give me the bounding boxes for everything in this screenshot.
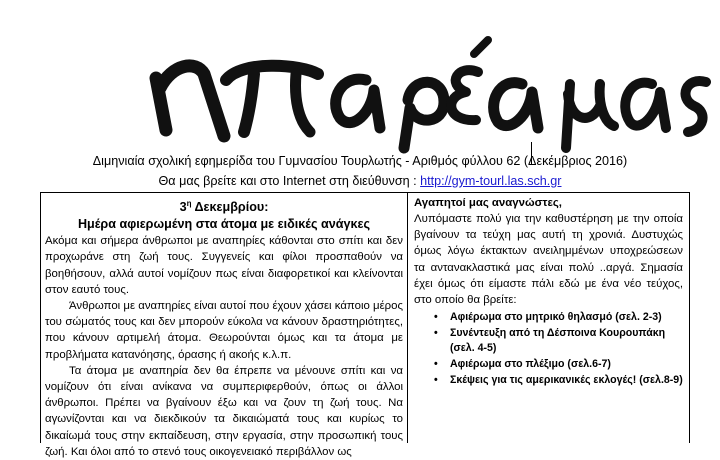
right-paragraph: Λυπόμαστε πολύ για την καθυστέρηση με την οποία βγαίνουν τα τεύχη μας αυτή τη χρονιά. Δυστυχώς όμως λόγω έκτακτων ανειλημμένων υποχρεώσεων τα αντανακλαστικά μας είναι πολύ ..αργά. Σημασία έχει όμως ότι είμαστε πάλι εδώ με ένα νέο τεύχος, στο οποίο θα βρείτε: bbox=[414, 213, 683, 307]
bullet-icon: • bbox=[434, 373, 438, 386]
left-paragraph: Τα άτομα με αναπηρία δεν θα έπρεπε να μένουνε σπίτι και να νομίζουν ότι είναι ανίκανα να συμπεριφερθούν, όπως οι άλλοι άνθρωποι. Πρέπει να βγαίνουν έξω και να ζουν τη ζωή τους. Να αγωνίζονται και να διεκδικούν τα δικαιώματά τους και κυρίως το δικαίωμά τους στην εκπαίδευση, στην εργασία, στην προσωπική τους ζωή. Και όλοι από το στενό τους οικογενειακό περιβάλλον ως bbox=[45, 364, 403, 458]
left-paragraph: Ακόμα και σήμερα άνθρωποι με αναπηρίες κάθονται στο σπίτι και δεν προχωράνε στη ζωή τους. Συγγενείς και φίλοι προσπαθούν να βοηθήσουν, αλλά αυτοί νομίζουν πως είναι διαφορετικοί και κλείνονται στον εαυτό τους. bbox=[45, 235, 403, 296]
website-link[interactable]: http://gym-tourl.las.sch.gr bbox=[420, 174, 562, 188]
left-article-title bbox=[41, 195, 407, 216]
left-article bbox=[41, 193, 408, 458]
contents-item: • Αφιέρωμα στο μητρικό θηλασμό (σελ. 2-3) bbox=[414, 310, 683, 326]
title-sup: η bbox=[186, 199, 192, 208]
title-rest: Δεκεμβρίου: bbox=[191, 200, 269, 215]
contents-item: • Σκέψεις για τις αμερικανικές εκλογές! (σελ.8-9) bbox=[414, 373, 683, 389]
subtitle-line-2 bbox=[0, 174, 720, 188]
right-article-greeting: Αγαπητοί μας αναγνώστες, bbox=[414, 197, 562, 209]
masthead bbox=[0, 0, 720, 150]
subtitle-line-1: Διμηνιαία σχολική εφημερίδα του Γυμνασίου Τουρλωτής - Αριθμός φύλλου 62 (Δεκέμβριος 2016) bbox=[92, 154, 628, 168]
contents-item: • Συνέντευξη από τη Δέσποινα Κουρουπάκη (σελ. 4-5) bbox=[434, 326, 666, 355]
contents-list bbox=[414, 310, 683, 388]
left-paragraph: Άνθρωποι με αναπηρίες είναι αυτοί που έχουν χάσει κάποιο μέρος του σώματός τους και δεν μπορούν εύκολα να κάνουν δραστηριότητες, που κάνουν αρτιμελή άτομα. Θεωρούνται όμως και τα άτομα με προβλήματα κατανόησης, όρασης ή ακοής κ.λ.π. bbox=[45, 300, 403, 361]
subtitle-line-2-prefix: Θα μας βρείτε και στο Internet στη διεύθυνση : bbox=[158, 174, 421, 188]
left-article-subtitle: Ημέρα αφιερωμένη στα άτομα με ειδικές ανάγκες bbox=[77, 217, 371, 232]
article-columns bbox=[40, 192, 690, 458]
title-day: 3 bbox=[179, 200, 187, 215]
right-article bbox=[408, 193, 689, 443]
bullet-icon: • bbox=[434, 311, 438, 324]
contents-item: • Αφιέρωμα στο πλέξιμο (σελ.6-7) bbox=[414, 357, 683, 373]
masthead-logo bbox=[0, 0, 720, 150]
bullet-icon: • bbox=[434, 326, 438, 339]
bullet-icon: • bbox=[434, 358, 438, 370]
